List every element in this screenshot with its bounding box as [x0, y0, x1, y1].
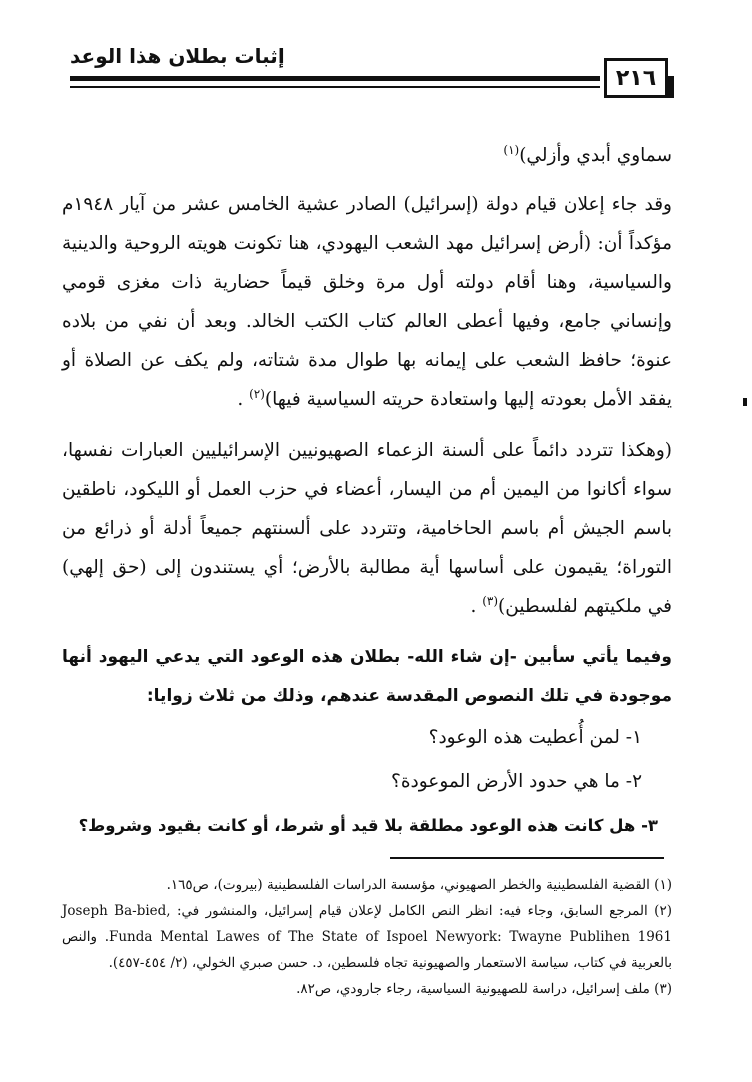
footnote-separator: [390, 857, 664, 859]
footnote-ref-3: (٣): [482, 593, 499, 608]
paragraph-2: وقد جاء إعلان قيام دولة (إسرائيل) الصادر عشية الخامس عشر من آيار ١٩٤٨م مؤكداً أن: (أرض إسرائيل مهد الشعب اليهودي، هنا تكونت هويته الروحية والدينية والسياسية، وهنا أقام دولته أول مرة وخلق قيماً حضارية ذات مغزى قومي وإنساني جامع، وفيها أعطى العالم كتاب الكتب الخالد. وبعد أن نفي من بلاده عنوة؛ حافظ الشعب على إيمانه بها طوال مدة شتاته، ولم يكف عن الصلاة أو يفقد الأمل بعودته إليها واستعادة حريته السياسية فيها)$^{(٢)}$ .: [62, 194, 672, 410]
question-3: ٣- هل كانت هذه الوعود مطلقة بلا قيد أو شرط، أو كانت بقيود وشروط؟: [78, 816, 658, 835]
paragraph-1: [62, 136, 672, 175]
running-header-title: إثبات بطلان هذا الوعد: [70, 44, 285, 68]
footnote-ref-1: (١): [503, 142, 520, 157]
edge-mark: [743, 398, 747, 406]
question-2: ٢- ما هي حدود الأرض الموعودة؟: [391, 771, 642, 792]
paragraph-1-text: سماوي أبدي وأزلي): [519, 145, 672, 166]
footnote-2-arabic: (٢) المرجع السابق، وجاء فيه: انظر النص الكامل لإعلان قيام إسرائيل، والمنشور في:: [177, 903, 672, 919]
page-number: ٢١٦: [604, 58, 668, 98]
paragraph-3-text: (وهكذا تتردد دائماً على ألسنة الزعماء الصهيونيين الإسرائيليين العبارات نفسها، سواء أكانوا من اليمين أم من اليسار، أعضاء في حزب العمل أو الليكود، ناطقين باسم الجيش أم باسم الحاخامية، وتتردد على ألسنتهم جميعاً أدلة أو ذرائع من التوراة؛ يقيمون على أساسها أية مطالبة بالأرض؛ أي يستندون إلى (حق إلهي) في ملكيتهم لفلسطين): [62, 440, 672, 617]
paragraph-4: وفيما يأتي سأبين -إن شاء الله- بطلان هذه الوعود التي يدعي اليهود أنها موجودة في تلك النصوص المقدسة عندهم، وذلك من ثلاث زوايا:: [62, 647, 672, 706]
paragraph-2-text: وقد جاء إعلان قيام دولة (إسرائيل) الصادر عشية الخامس عشر من آيار ١٩٤٨م مؤكداً أن: (أرض إسرائيل مهد الشعب اليهودي، هنا تكونت هويته الروحية والدينية والسياسية، وهنا أقام دولته أول مرة وخلق قيماً حضارية ذات مغزى قومي وإنساني جامع، وفيها أعطى العالم كتاب الكتب الخالد. وبعد أن نفي من بلاده عنوة؛ حافظ الشعب على إيمانه بها طوال مدة شتاته، ولم يكف عن الصلاة أو يفقد الأمل بعودته إليها واستعادة حريته السياسية فيها): [62, 194, 672, 410]
question-1: ١- لمن أُعطيت هذه الوعود؟: [428, 727, 642, 748]
footnote-ref-2: (٢): [249, 386, 265, 401]
header-rule-thin: [70, 86, 600, 88]
main-text: [62, 136, 672, 848]
footnotes: [62, 872, 672, 1002]
footnote-2-rest: . والنص بالعربية في كتاب، سياسة الاستعمار والصهيونية تجاه فلسطين، د. حسن صبري الخولي، (٢/ ٤٥٤-٤٥٧).: [62, 929, 672, 971]
footnote-1: (١) القضية الفلسطينية والخطر الصهيوني، مؤسسة الدراسات الفلسطينية (بيروت)، ص١٦٥.: [166, 877, 672, 893]
footnote-2-english: Joseph Ba-bied, Funda Mental Lawes of The State of Ispoel Newyork: Twayne Publihen 1961: [62, 903, 672, 945]
page-number-bar: [668, 76, 674, 98]
paragraph-3: (وهكذا تتردد دائماً على ألسنة الزعماء الصهيونيين الإسرائيليين العبارات نفسها، سواء أكانوا من اليمين أم من اليسار، أعضاء في حزب العمل أو الليكود، ناطقين باسم الجيش أم باسم الحاخامية، وتتردد على ألسنتهم جميعاً أدلة أو ذرائع من التوراة؛ يقيمون على أساسها أية مطالبة بالأرض؛ أي يستندون إلى (حق إلهي) في ملكيتهم لفلسطين)$^{(٣)}$ .: [62, 440, 672, 617]
header-rule-thick: [70, 76, 600, 81]
footnote-2: [62, 898, 672, 976]
footnote-3: (٣) ملف إسرائيل، دراسة للصهيونية السياسية، رجاء جارودي، ص٨٢.: [296, 981, 672, 997]
